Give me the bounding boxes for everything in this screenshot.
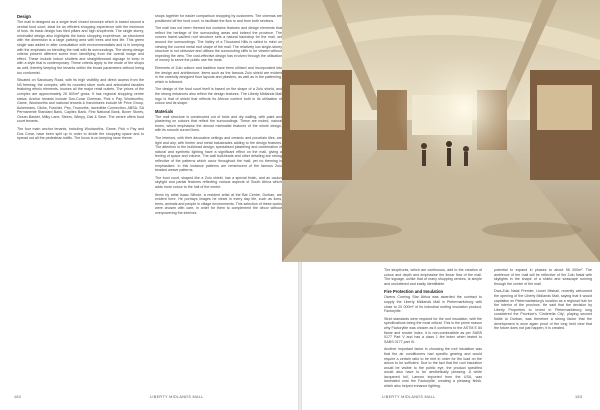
right-page-column-2 — [494, 268, 592, 388]
body-paragraph: shops together for easier comparison shopping by customers. The cinemas are positioned off the food court, to facilitate the flow to and from both sections. — [155, 14, 282, 23]
running-title-left: LIBERTY MIDLANDS MALL — [150, 395, 204, 399]
body-paragraph: The interiors, with their decorative ceilings and ceramic and porcelain tiles, are light and airy, with timber and metal balustrades adding to the design features. The attention to the bulkhead design, specialised plastering and combination of natural and synthetic lighting have a significant effect on the mall, giving a feeling of space and volume. The wall bulkheads and other detailing are strong reflective of the patterns which occur throughout the mall, yet no theming is emphasised. In this instance patterns are reminiscent of the famous Zulu beaded weave patterns. — [155, 136, 282, 173]
section-heading: Design — [17, 14, 31, 19]
body-paragraph: Dwa-Zulu Natal Premier, Lionel Mtshali, recently welcomed the opening of the Liberty Midlands Mall, saying that it would capitalise on Pietermaritzburg's location as a regional hub for the interior of the province. He said that the decision by Liberty Properties to invest in Pietermaritzburg long considered the Province's 'Cinderella City', playing second fiddle to Durban, was therefore a strong factor that the development is once again proof of the long held view that the future does not just happen, it is created. — [494, 289, 592, 331]
body-paragraph: Owens Corning Star Africa was awarded the contract to supply the Liberty Midlands Mall in Pietermaritzburg with close to 20 000m² of its industrial roofing insulation product, Factorylite. — [384, 295, 482, 314]
body-paragraph: potential to expand in phases to about 56 000m². The ambience of the mall will be reflective of the Zulu Natal with skylights in the shape of a shield and seascape running through the centre of the mall. — [494, 268, 592, 286]
left-page-column-2 — [155, 14, 282, 382]
body-paragraph: Another important factor in choosing the roof insulation was that the air conditioners had specific gearing and would require a certain ratio to be met in order for the load on the aircon to be sufficient. Due to the fact that the roof insulation would be visible to the public eye, the product specified would also have to be aesthetically pleasing. A white lacquered foil, Lamoro imported from the USA, was laminated onto the Factorylite, creating a pleasing finish, which also helped enhance lighting. — [384, 347, 482, 388]
body-paragraph: Situated on Sanctuary Road, with its high visibility and direct access from the N3 freeway, the complex, with its rounded silver roofs and articulated facades featuring ethnic elements, houses all the major retail outlets. The prices of the complex are approximately 26 800m² gross. It has regional shopping centre status. Anchor tenants include Dos-Corar Cinemas, Pick n Pay, Woolworths, Game, Woolworths and national tenants & franchisees include Mr Price Group, Ackermans, Clicks, Foschini, Pep, Truworths, Incredible Connection, ABSA, SA Permanente Standard Bank, Capitec Bank, First National Bank, Boxer Stores, Ocean Basket, Milky Lane, Steers, Wimpy, Dial & Save. The centre offers food court tenants. — [17, 78, 144, 124]
body-paragraph: The food court, shaped like a Zulu shield, has a special finish, and an oculus skylight and partial features reflecting various aspects of South Africa which adds more colour to the hall of the centre. — [155, 175, 282, 189]
page-number-left: 182 — [14, 395, 22, 399]
section-heading: Materials — [155, 108, 174, 114]
section-heading: Fire Protection and Insulation — [384, 289, 444, 295]
body-paragraph: The mall structure is constructed out of brick and dry walling, with paint and plastering on colours that reflect the surroundings. These are muted, natural tones, which emphasise the almost minimalist features of the whole design, with its smooth curved lines. — [155, 114, 282, 133]
running-title-right: LIBERTY MIDLANDS MALL — [382, 395, 436, 399]
body-paragraph: Elements of Zulu culture and tradition have been utilised and incorporated into the design and architecture, items such as the famous Zulu shield are evident in the carefully designed floor layouts and pilasters, as well as in the patterning, which is followed. — [155, 65, 282, 84]
mall-interior-photo-graphic — [282, 0, 600, 262]
body-paragraph: The mall has not been themed but contains features and design elements that reflect the heritage of the surrounding areas and indeed the province. The convex barrel-vaulted roof structure sets a natural backdrop for the mall, set around the surroundings. The Valley of a Thousand Hills is called to mind on viewing the curved metal roof shape of the mall. The relatively low single-storey structure is not obtrusive and utilises the surrounding cliffs to be viewed without impeding the view. The cost-effective design has evolved through the utilisation of money to serve the public use the most. — [155, 26, 282, 63]
body-paragraph: The mall is designed as a single level closed structure which is based around a central food court, ideal for an efficient shopping experience with the minimum of fuss. Its basic design has tiled pillars and high shopfronts. The single storey, minimalist design also highlights the basic shopping experience, as structured with the dimension is a large parking area with trees and bird life. This green single was added in after consultation with environmentalists and is in keeping with the emphasis on blending the mall with its surroundings. The strong design criteria present different scene from identifying from the overall image and effect. These include indoor shutters and straightforward signage to keep in with a style that is contemporary. These criteria apply to the mode of the shops as well, thereby keeping the tenants within the broad parameters without being too conformist. — [17, 20, 144, 75]
body-paragraph: The design of the food court itself is based on the shape of a Zulu shield, and the strong entrances also reflect the design features. The Liberty Midlands Mall logo is that of shield that reflects its African context both in its utilisation of colour and its shape. — [155, 87, 282, 106]
body-paragraph: Items by artist Isaac Sithole, a resident artist at the Bat Centre, Durban, are evident here. He portrays images he views in every day life, such as lions, trees, animals and people in village environments. This selection of these works were chosen with care, in order for them to complement the décor without overpowering the interiors. — [155, 192, 282, 215]
right-page-column-1 — [384, 268, 482, 388]
body-paragraph: Strict standards were required for the roof insulation, with fire specifications being the most critical. This is the prime reason why Factorylite was chosen as it conforms to the ASTM E 84 flame and smoke index, it is non-combustible as per SABS 0177 Part V and has a class 1 fire index when tested to SABS 0177 part III. — [384, 316, 482, 344]
left-page — [0, 0, 298, 410]
body-paragraph: The four main anchor tenants, including Woolworths, Game, Pick n Pay and Dos Corar, have been split up in order to divide the shopping space and to spread out all the pedestrian traffic. The focus is on keeping store theme. — [17, 127, 144, 141]
body-paragraph: The shopfronts, which are continuous, add to the creation of colour and depth and emphasise the linear flow of the mall. The signage, unlike that of many shopping centres, is simple and uncluttered and easily identifiable. — [384, 268, 482, 286]
page-number-right: 183 — [575, 395, 583, 399]
left-page-column-1 — [17, 14, 144, 382]
mall-interior-photo — [282, 0, 600, 262]
